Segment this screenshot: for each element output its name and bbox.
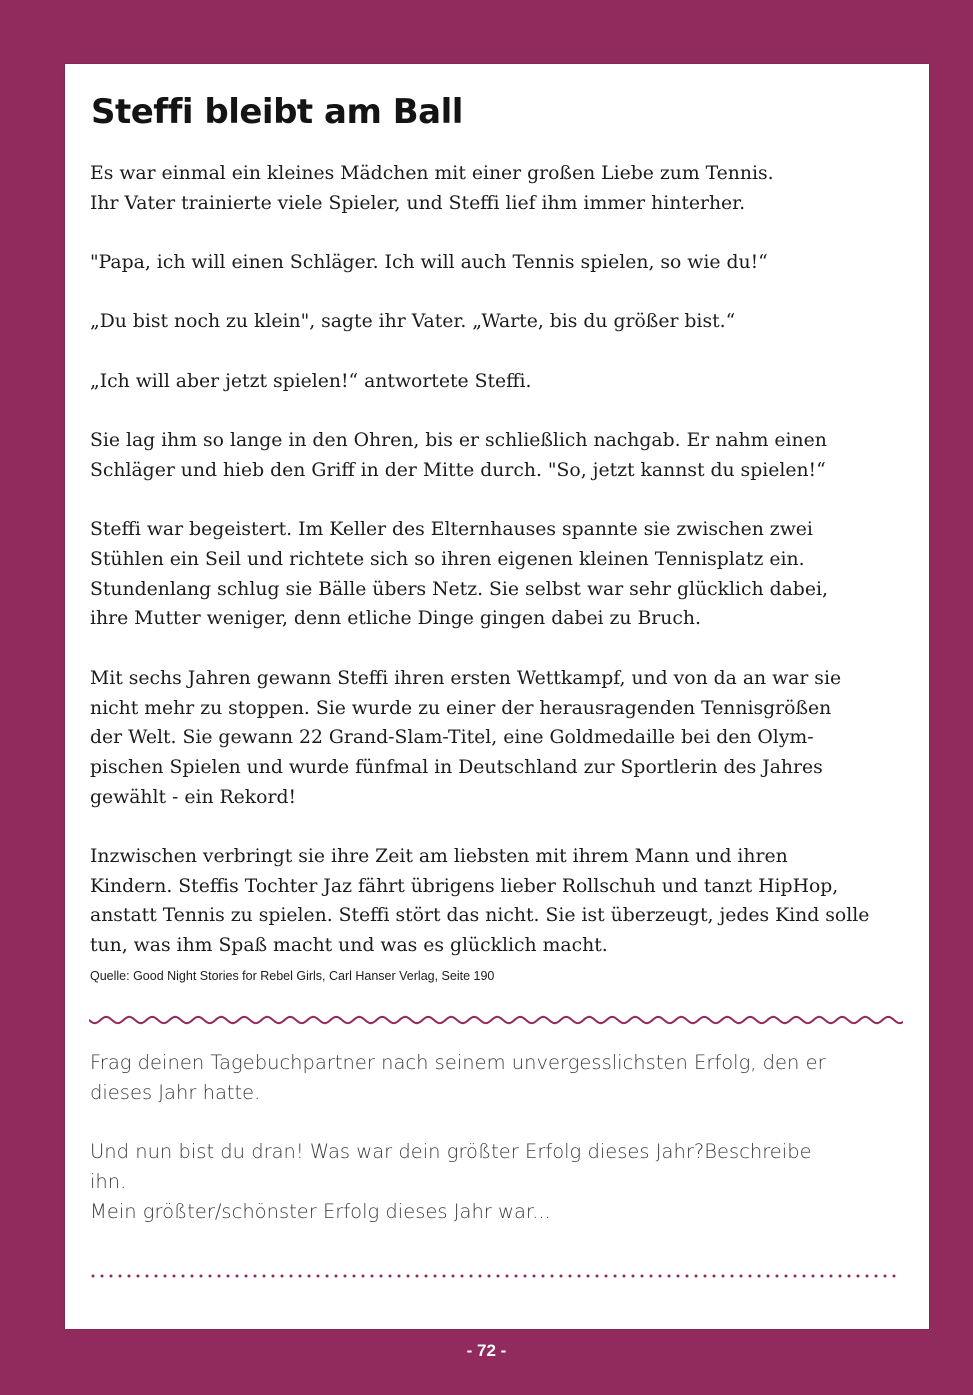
prompt-paragraph xyxy=(90,1048,910,1107)
story-paragraph xyxy=(90,515,910,634)
text-line: Und nun bist du dran! Was war dein größter Erfolg dieses Jahr?Beschreibe xyxy=(90,1140,812,1164)
page-number: - 72 - xyxy=(466,1341,507,1360)
story-text xyxy=(90,159,910,961)
story-paragraph xyxy=(90,842,910,961)
text-line: Stühlen ein Seil und richtete sich so ihren eigenen kleinen Tennisplatz ein. xyxy=(90,549,805,571)
text-line: „Ich will aber jetzt spielen!“ antwortete Steffi. xyxy=(90,370,532,392)
text-line: anstatt Tennis zu spielen. Steffi stört das nicht. Sie ist überzeugt, jedes Kind solle xyxy=(90,905,870,927)
story-paragraph xyxy=(90,664,910,813)
text-line: Stundenlang schlug sie Bälle übers Netz. Sie selbst war sehr glücklich dabei, xyxy=(90,578,828,600)
text-line: Sie lag ihm so lange in den Ohren, bis er schließlich nachgab. Er nahm einen xyxy=(90,430,827,452)
text-line: „Du bist noch zu klein", sagte ihr Vater. „Warte, bis du größer bist.“ xyxy=(90,311,736,333)
journal-prompt xyxy=(90,1048,910,1226)
story-paragraph xyxy=(90,248,910,278)
text-line: Steffi war begeistert. Im Keller des Elternhauses spannte sie zwischen zwei xyxy=(90,519,813,541)
text-line: "Papa, ich will einen Schläger. Ich will auch Tennis spielen, so wie du!“ xyxy=(90,252,768,274)
wave-line xyxy=(89,1017,903,1023)
story-paragraph xyxy=(90,367,910,397)
text-line: der Welt. Sie gewann 22 Grand-Slam-Titel, eine Goldmedaille bei den Olym- xyxy=(90,727,814,749)
story-paragraph xyxy=(90,426,910,485)
text-line: Mein größter/schönster Erfolg dieses Jahr war... xyxy=(90,1199,551,1223)
dotted-writing-line[interactable] xyxy=(91,1272,905,1280)
text-line: tun, was ihm Spaß macht und was es glücklich macht. xyxy=(90,935,608,957)
text-line: nicht mehr zu stoppen. Sie wurde zu einer der herausragenden Tennisgrößen xyxy=(90,697,832,719)
story-paragraph xyxy=(90,307,910,337)
text-line: ihn. xyxy=(90,1169,127,1193)
story-paragraph xyxy=(90,159,910,218)
text-line: Es war einmal ein kleines Mädchen mit einer großen Liebe zum Tennis. xyxy=(90,163,774,184)
prompt-paragraph xyxy=(90,1137,910,1226)
wave-divider xyxy=(89,1012,903,1028)
text-line: Schläger und hieb den Griff in der Mitte durch. "So, jetzt kannst du spielen!“ xyxy=(90,459,826,481)
text-line: Inzwischen verbringt sie ihre Zeit am liebsten mit ihrem Mann und ihren xyxy=(90,846,788,868)
text-line: Frag deinen Tagebuchpartner nach seinem unvergesslichsten Erfolg, den er xyxy=(90,1051,826,1074)
text-line: Ihr Vater trainierte viele Spieler, und Steffi lief ihm immer hinterher. xyxy=(90,192,746,214)
text-line: dieses Jahr hatte. xyxy=(90,1080,261,1104)
source-citation: Quelle: Good Night Stories for Rebel Girls, Carl Hanser Verlag, Seite 190 xyxy=(90,969,495,983)
text-line: gewählt - ein Rekord! xyxy=(90,786,297,808)
text-line: ihre Mutter weniger, denn etliche Dinge gingen dabei zu Bruch. xyxy=(90,608,701,630)
journal-page xyxy=(65,64,929,1329)
text-line: pischen Spielen und wurde fünfmal in Deutschland zur Sportlerin des Jahres xyxy=(90,756,823,778)
text-line: Mit sechs Jahren gewann Steffi ihren ersten Wettkampf, und von da an war sie xyxy=(90,667,842,689)
text-line: Kindern. Steffis Tochter Jaz fährt übrigens lieber Rollschuh und tanzt HipHop, xyxy=(90,875,839,897)
page-title: Steffi bleibt am Ball xyxy=(91,92,463,132)
